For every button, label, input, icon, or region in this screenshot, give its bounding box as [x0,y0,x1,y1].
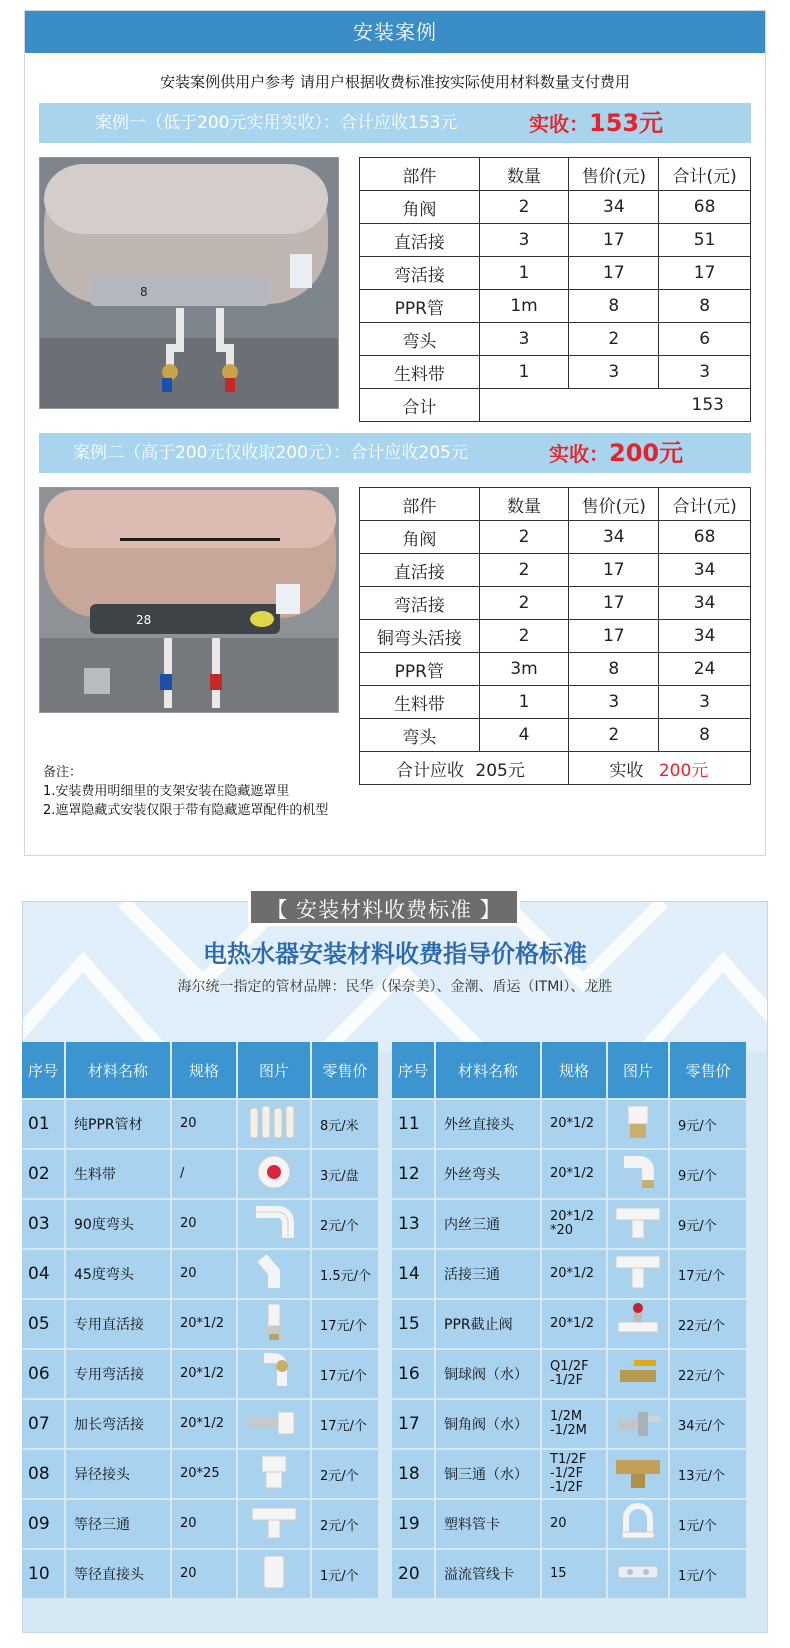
material-spec: 20 [172,1250,236,1298]
case2-paid [549,433,683,474]
price-standard-title: 电热水器安装材料收费指导价格标准 [203,940,587,968]
case2-paid-label: 实收： [549,442,609,466]
material-price: 3元/盘 [312,1150,378,1198]
long-union-icon [238,1400,310,1448]
table-header-row [360,488,751,521]
material-row [392,1450,746,1498]
qty-cell: 1 [479,686,569,719]
material-row [392,1400,746,1448]
table-row [360,290,751,323]
section-tag: 【 安装材料收费标准 】 [248,888,520,926]
row-number: 08 [22,1450,64,1498]
header-cell: 图片 [238,1042,310,1098]
material-price: 17元/个 [312,1300,378,1348]
footer-paid [569,752,751,785]
header-cell: 部件 [360,158,480,191]
material-row [22,1150,378,1198]
qty-cell: 3 [479,323,569,356]
material-spec: T1/2F -1/2F -1/2F [542,1450,606,1498]
material-name: 塑料管卡 [436,1500,540,1548]
elbow-union-icon [238,1350,310,1398]
qty-cell: 2 [479,521,569,554]
row-number: 02 [22,1150,64,1198]
table-header-row [392,1042,746,1098]
elbow90-icon [238,1200,310,1248]
row-number: 13 [392,1200,434,1248]
footer-row [360,752,751,785]
table-row [360,191,751,224]
case1-paid-label: 实收： [529,112,589,136]
subtotal-cell: 24 [659,653,751,686]
material-row [392,1100,746,1148]
price-cell: 3 [569,686,659,719]
header-cell: 零售价 [670,1042,746,1098]
price-cell: 34 [569,191,659,224]
footer-total [360,752,569,785]
pipe-clip-icon [608,1500,668,1548]
ball-valve-icon [608,1350,668,1398]
material-name: 专用直活接 [66,1300,170,1348]
material-price: 17元/个 [312,1350,378,1398]
case2-bar [39,433,751,473]
header-cell: 部件 [360,488,480,521]
table-row [360,719,751,752]
material-name: 内丝三通 [436,1200,540,1248]
subtotal-cell: 68 [659,191,751,224]
stop-valve-icon [608,1300,668,1348]
row-number: 01 [22,1100,64,1148]
subtotal-cell: 3 [659,356,751,389]
price-cell: 8 [569,290,659,323]
material-name: 铜球阀（水） [436,1350,540,1398]
case1-paid-value: 153元 [589,109,664,137]
header-cell: 材料名称 [66,1042,170,1098]
reducer-icon [238,1450,310,1498]
tape-icon [238,1150,310,1198]
table-row [360,653,751,686]
material-price: 1元/个 [670,1550,746,1598]
section-subtitle: 安装案例供用户参考 请用户根据收费标准按实际使用材料数量支付费用 [160,73,630,91]
header-cell: 序号 [392,1042,434,1098]
material-price: 17元/个 [670,1250,746,1298]
case2-text: 案例二（高于200元仅收取200元）：合计应收205元 [73,443,468,463]
material-price: 1元/个 [670,1500,746,1548]
notes-line: 2.遮罩隐藏式安装仅限于带有隐藏遮罩配件的机型 [43,803,329,818]
header-cell: 规格 [542,1042,606,1098]
part-cell: 弯活接 [360,587,480,620]
row-number: 04 [22,1250,64,1298]
material-spec: 20*1/2 [172,1300,236,1348]
case2-cost-table [359,487,751,785]
material-spec: 20 [542,1500,606,1548]
subtotal-cell: 8 [659,719,751,752]
material-spec: 20*1/2 *20 [542,1200,606,1248]
total-value: 153 [479,389,750,422]
material-spec: 20*25 [172,1450,236,1498]
material-spec: 20*1/2 [542,1250,606,1298]
subtotal-cell: 34 [659,620,751,653]
material-table-left [20,1040,380,1600]
material-name: 专用弯活接 [66,1350,170,1398]
material-name: 90度弯头 [66,1200,170,1248]
qty-cell: 4 [479,719,569,752]
case2-water-heater-photo [39,487,339,713]
material-row [22,1400,378,1448]
price-cell: 17 [569,224,659,257]
material-name: 溢流管线卡 [436,1550,540,1598]
part-cell: 角阀 [360,521,480,554]
row-number: 17 [392,1400,434,1448]
table-row [360,686,751,719]
case1-cost-table [359,157,751,422]
material-row [22,1500,378,1548]
tee-icon [238,1500,310,1548]
material-spec: 20 [172,1500,236,1548]
total-label: 合计 [360,389,480,422]
female-tee-icon [608,1200,668,1248]
table-header-row [22,1042,378,1098]
part-cell: PPR管 [360,653,480,686]
table-row [360,521,751,554]
material-name: PPR截止阀 [436,1300,540,1348]
footer-total-label: 合计应收 [396,760,464,781]
qty-cell: 3m [479,653,569,686]
material-row [392,1500,746,1548]
row-number: 12 [392,1150,434,1198]
row-number: 19 [392,1500,434,1548]
price-cell: 17 [569,587,659,620]
header-cell: 数量 [479,158,569,191]
material-row [22,1200,378,1248]
row-number: 10 [22,1550,64,1598]
union-icon [238,1300,310,1348]
price-cell: 8 [569,653,659,686]
material-spec: 20 [172,1100,236,1148]
material-name: 45度弯头 [66,1250,170,1298]
subtotal-cell: 34 [659,554,751,587]
section-title: 安装案例 [25,11,765,53]
qty-cell: 2 [479,620,569,653]
elbow45-icon [238,1250,310,1298]
material-row [22,1550,378,1598]
header-cell: 规格 [172,1042,236,1098]
total-row [360,389,751,422]
price-cell: 17 [569,554,659,587]
header-cell: 序号 [22,1042,64,1098]
part-cell: 生料带 [360,356,480,389]
footer-paid-label: 实收 [609,760,644,781]
material-spec: 20*1/2 [542,1300,606,1348]
material-name: 外丝直接头 [436,1100,540,1148]
qty-cell: 1m [479,290,569,323]
material-row [22,1300,378,1348]
header-cell: 数量 [479,488,569,521]
material-price: 22元/个 [670,1350,746,1398]
row-number: 20 [392,1550,434,1598]
material-row [392,1300,746,1348]
material-row [22,1350,378,1398]
subtotal-cell: 17 [659,257,751,290]
material-row [392,1350,746,1398]
subtotal-cell: 51 [659,224,751,257]
part-cell: 弯头 [360,323,480,356]
material-table-right [390,1040,748,1600]
qty-cell: 2 [479,554,569,587]
part-cell: 角阀 [360,191,480,224]
material-row [22,1250,378,1298]
notes [43,763,343,820]
header-cell: 材料名称 [436,1042,540,1098]
header-cell: 图片 [608,1042,668,1098]
install-cases-panel [24,10,766,856]
material-price: 1元/个 [312,1550,378,1598]
material-price: 9元/个 [670,1100,746,1148]
table-row [360,620,751,653]
part-cell: 弯活接 [360,257,480,290]
material-row [392,1250,746,1298]
qty-cell: 2 [479,587,569,620]
part-cell: 直活接 [360,554,480,587]
material-price: 34元/个 [670,1400,746,1448]
footer-total-value: 205元 [475,760,525,781]
male-elbow-icon [608,1150,668,1198]
svg-text:8: 8 [140,285,148,299]
row-number: 16 [392,1350,434,1398]
header-cell: 合计(元) [659,158,751,191]
qty-cell: 3 [479,224,569,257]
part-cell: 铜弯头活接 [360,620,480,653]
material-price: 13元/个 [670,1450,746,1498]
material-row [22,1100,378,1148]
table-row [360,554,751,587]
material-name: 异径接头 [66,1450,170,1498]
material-price: 17元/个 [312,1400,378,1448]
case2-paid-value: 200元 [609,439,684,467]
subtotal-cell: 6 [659,323,751,356]
row-number: 06 [22,1350,64,1398]
material-price: 8元/米 [312,1100,378,1148]
material-price: 22元/个 [670,1300,746,1348]
material-spec: 20 [172,1550,236,1598]
material-price: 1.5元/个 [312,1250,378,1298]
part-cell: 生料带 [360,686,480,719]
material-price: 2元/个 [312,1200,378,1248]
header-cell: 售价(元) [569,488,659,521]
subtotal-cell: 68 [659,521,751,554]
notes-line: 1.安装费用明细里的支架安装在隐藏遮罩里 [43,784,290,799]
material-spec: Q1/2F -1/2F [542,1350,606,1398]
qty-cell: 1 [479,356,569,389]
material-spec: / [172,1150,236,1198]
material-name: 活接三通 [436,1250,540,1298]
material-price: 2元/个 [312,1450,378,1498]
header-cell: 零售价 [312,1042,378,1098]
material-spec: 20*1/2 [542,1150,606,1198]
material-name: 铜角阀（水） [436,1400,540,1448]
table-row [360,323,751,356]
row-number: 11 [392,1100,434,1148]
footer-paid-value: 200元 [658,760,709,781]
subtotal-cell: 8 [659,290,751,323]
case1-paid [529,103,663,144]
coupling-icon [238,1550,310,1598]
svg-text:28: 28 [136,613,152,627]
material-name: 加长弯活接 [66,1400,170,1448]
table-header-row [360,158,751,191]
case1-water-heater-photo [39,157,339,409]
union-tee-icon [608,1250,668,1298]
material-spec: 20*1/2 [172,1350,236,1398]
material-row [22,1450,378,1498]
material-row [392,1150,746,1198]
price-cell: 34 [569,521,659,554]
qty-cell: 2 [479,191,569,224]
part-cell: 直活接 [360,224,480,257]
subtotal-cell: 3 [659,686,751,719]
case1-text: 案例一（低于200元实用实收）：合计应收153元 [95,113,458,133]
material-price: 2元/个 [312,1500,378,1548]
part-cell: 弯头 [360,719,480,752]
table-row [360,587,751,620]
price-cell: 2 [569,323,659,356]
row-number: 05 [22,1300,64,1348]
material-spec: 20*1/2 [172,1400,236,1448]
notes-title: 备注： [43,765,83,780]
material-spec: 1/2M -1/2M [542,1400,606,1448]
material-name: 外丝弯头 [436,1150,540,1198]
header-cell: 售价(元) [569,158,659,191]
material-name: 铜三通（水） [436,1450,540,1498]
material-spec: 20*1/2 [542,1100,606,1148]
table-row [360,356,751,389]
row-number: 09 [22,1500,64,1548]
angle-valve-icon [608,1400,668,1448]
line-clip-icon [608,1550,668,1598]
case1-bar [39,103,751,143]
qty-cell: 1 [479,257,569,290]
material-row [392,1550,746,1598]
material-name: 等径直接头 [66,1550,170,1598]
pipe-icon [238,1100,310,1148]
material-name: 等径三通 [66,1500,170,1548]
table-row [360,224,751,257]
row-number: 14 [392,1250,434,1298]
price-cell: 17 [569,620,659,653]
row-number: 15 [392,1300,434,1348]
male-coupling-icon [608,1100,668,1148]
row-number: 03 [22,1200,64,1248]
price-cell: 17 [569,257,659,290]
material-price: 9元/个 [670,1150,746,1198]
material-price: 9元/个 [670,1200,746,1248]
table-row [360,257,751,290]
price-cell: 3 [569,356,659,389]
subtotal-cell: 34 [659,587,751,620]
brass-tee-icon [608,1450,668,1498]
row-number: 07 [22,1400,64,1448]
price-cell: 2 [569,719,659,752]
material-spec: 20 [172,1200,236,1248]
material-name: 纯PPR管材 [66,1100,170,1148]
material-name: 生料带 [66,1150,170,1198]
part-cell: PPR管 [360,290,480,323]
brand-list: 海尔统一指定的管材品牌：民华（保奈美）、金潮、盾运（ITMI）、龙胜 [177,979,613,995]
material-spec: 15 [542,1550,606,1598]
material-row [392,1200,746,1248]
header-cell: 合计(元) [659,488,751,521]
row-number: 18 [392,1450,434,1498]
